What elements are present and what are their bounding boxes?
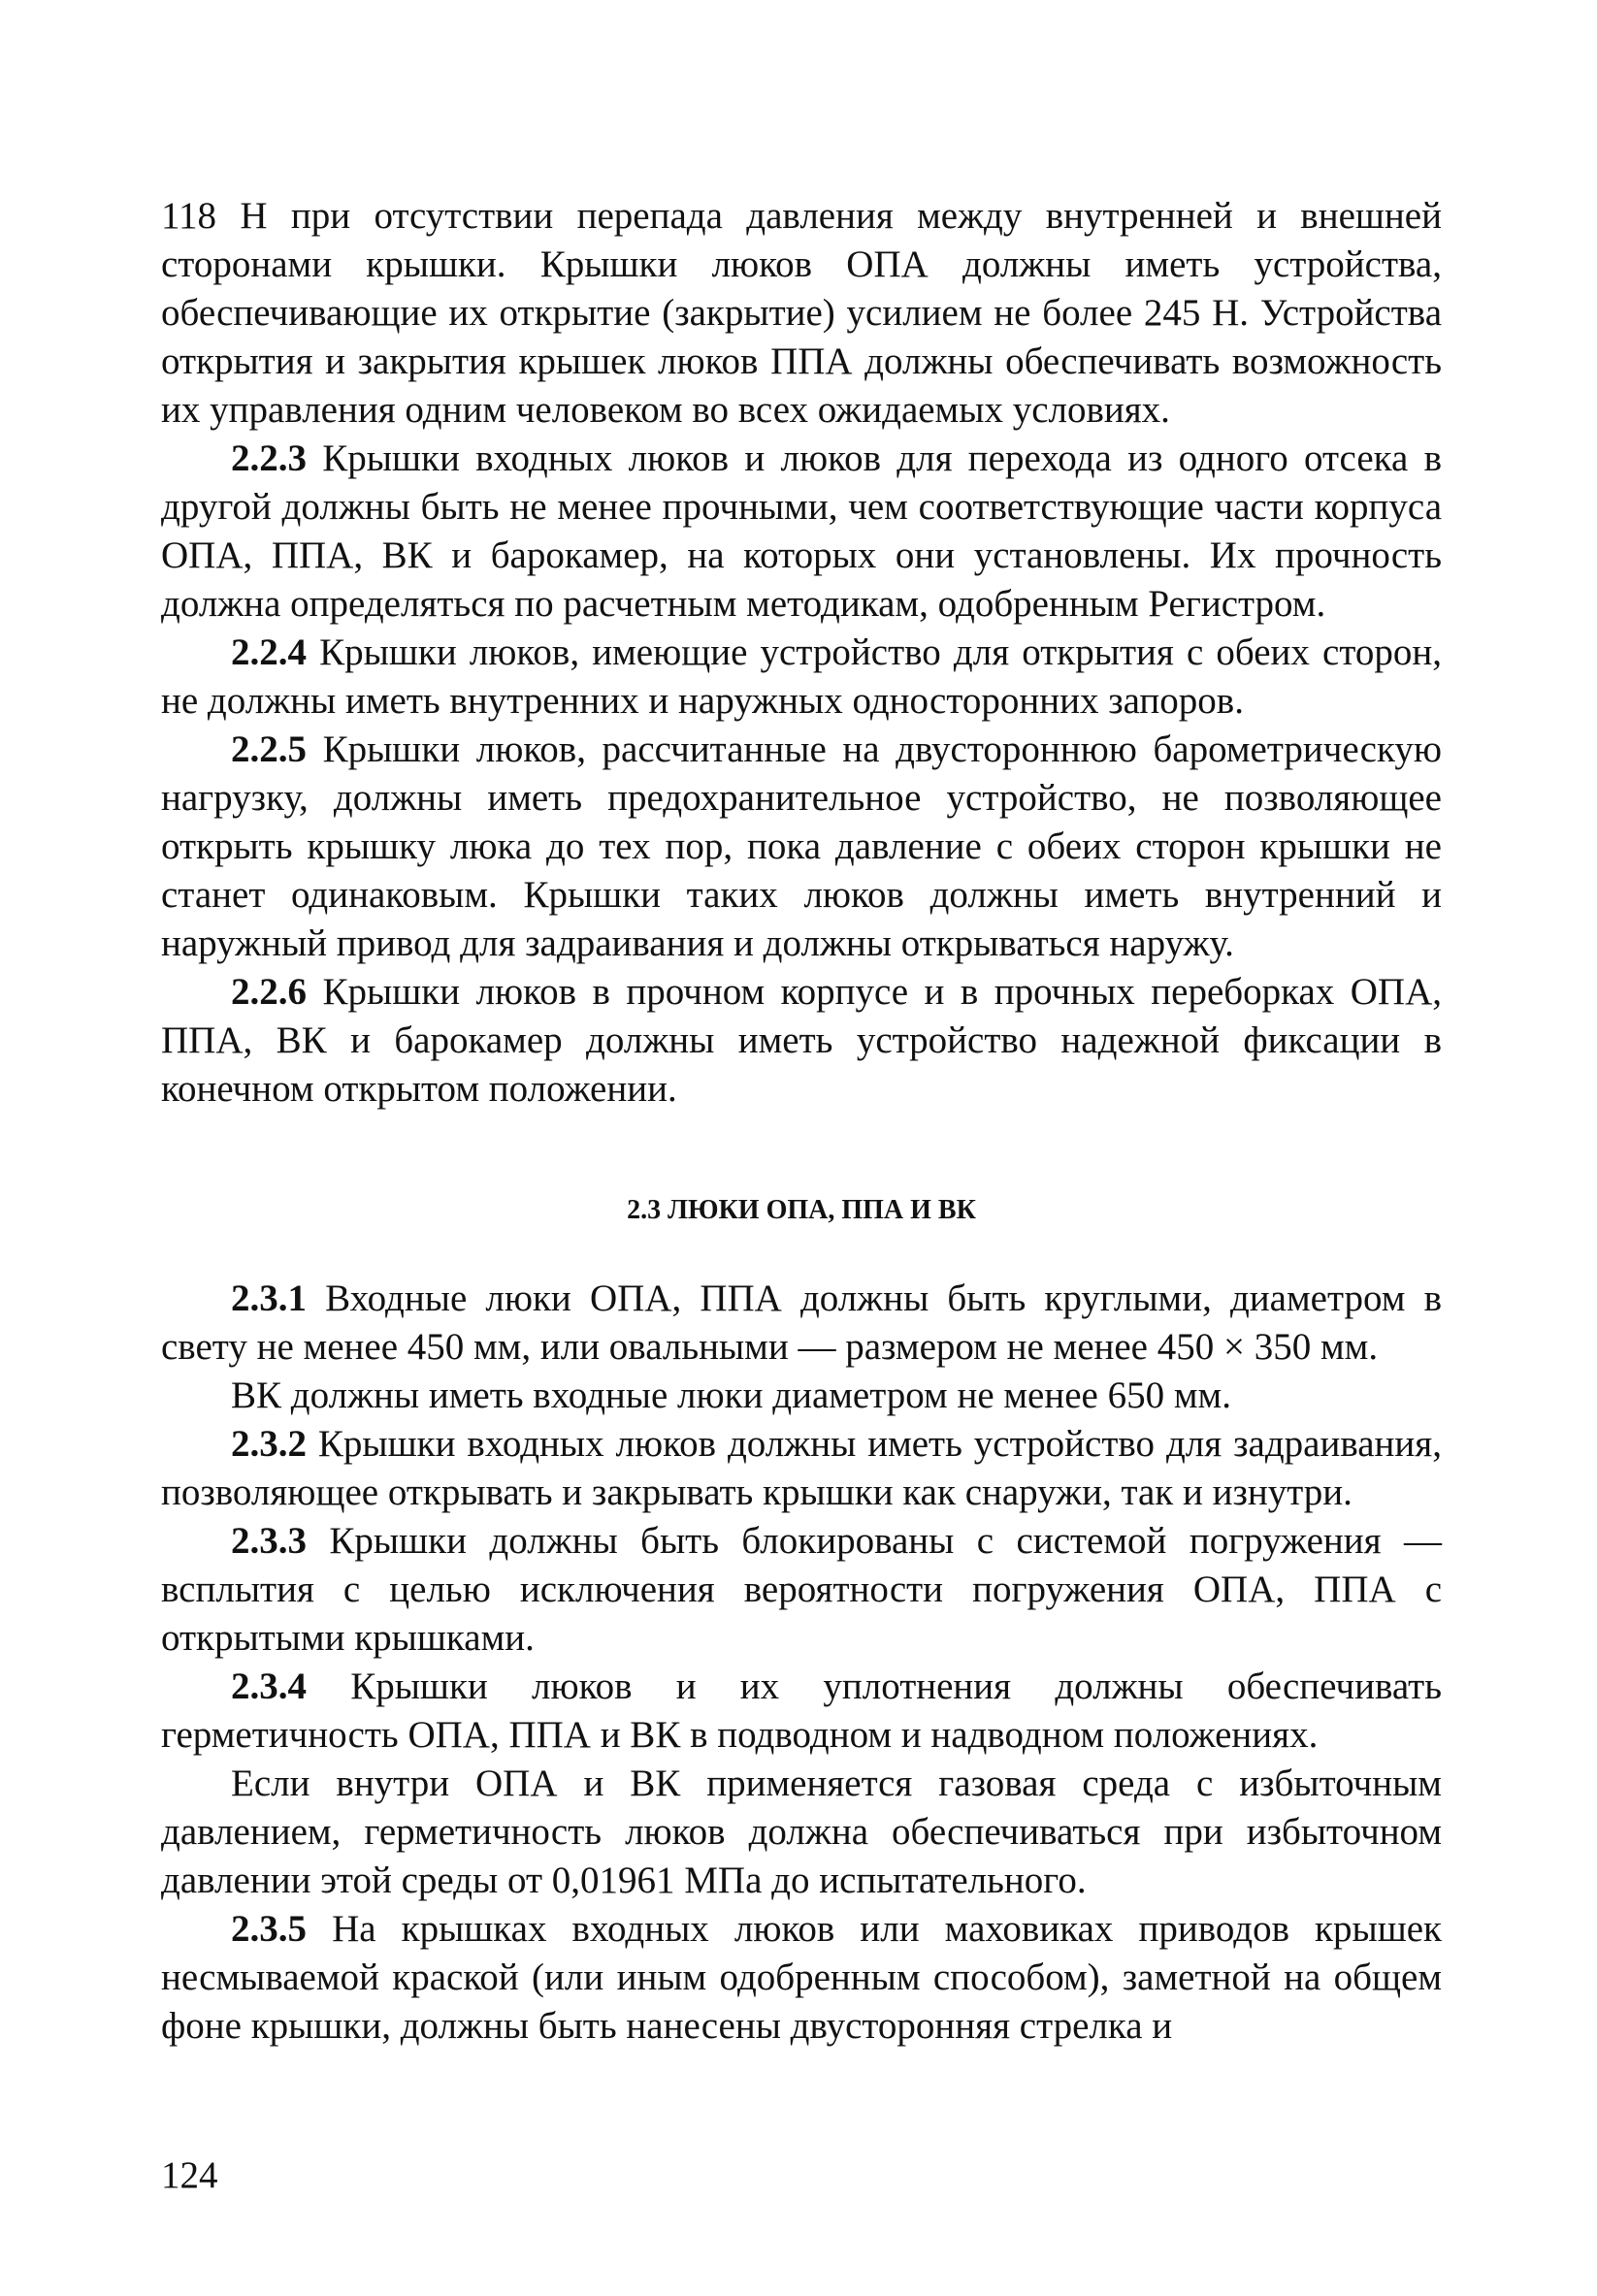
paragraph-continuation: [161, 192, 1442, 435]
section-heading: 2.3 ЛЮКИ ОПА, ППА И ВК: [627, 1195, 976, 1225]
clause-number: 2.2.5: [231, 728, 307, 770]
paragraph-text: Крышки люков и их уплотнения должны обеспечивать герметичность ОПА, ППА и ВК в подводном и надводном положениях.: [161, 1665, 1442, 1756]
paragraph-text: На крышках входных люков или маховиках приводов крышек несмываемой краской (или иным одобренным способом), заметной на общем фоне крышки, должны быть нанесены двусторонняя стрелка и: [161, 1908, 1442, 2047]
paragraph-text: Входные люки ОПА, ППА должны быть круглыми, диаметром в свету не менее 450 мм, или овальными — размером не менее 450 × 350 мм.: [161, 1277, 1442, 1368]
paragraph-text: Крышки люков, рассчитанные на двустороннюю барометрическую нагрузку, должны иметь предохранительное устройство, не позволяющее открыть крышку люка до тех пор, пока давление с обеих сторон крышки не станет одинаковым. Крышки таких люков должны иметь внутренний и наружный привод для задраивания и должны открываться наружу.: [161, 728, 1442, 964]
paragraph-text: Крышки должны быть блокированы с системой погружения — всплытия с целью исключения вероятности погружения ОПА, ППА с открытыми крышками.: [161, 1520, 1442, 1659]
paragraph-2-2-6: [161, 968, 1442, 1114]
paragraph-text: Если внутри ОПА и ВК применяется газовая среда с избыточным давлением, герметичность люков должна обеспечиваться при избыточном давлении этой среды от 0,01961 МПа до испытательного.: [161, 1762, 1442, 1901]
clause-number: 2.3.5: [231, 1908, 307, 1950]
clause-number: 2.3.2: [231, 1423, 307, 1465]
document-page: [161, 192, 1442, 2051]
paragraph-text: 118 Н при отсутствии перепада давления между внутренней и внешней сторонами крышки. Крышки люков ОПА должны иметь устройства, обеспечивающие их открытие (закрытие) усилием не более 245 Н. Устройства открытия и закрытия крышек люков ППА должны обеспечивать возможность их управления одним человеком во всех ожидаемых условиях.: [161, 195, 1442, 431]
page-number: 124: [161, 2154, 218, 2196]
paragraph-2-3-2: [161, 1420, 1442, 1517]
clause-number: 2.2.3: [231, 437, 307, 479]
clause-number: 2.2.6: [231, 971, 307, 1013]
paragraph-2-2-5: [161, 726, 1442, 968]
paragraph-2-3-4: [161, 1663, 1442, 1760]
paragraph-2-3-5: [161, 1905, 1442, 2051]
paragraph-vk-hatches: [161, 1372, 1442, 1420]
paragraph-text: Крышки люков в прочном корпусе и в прочных переборках ОПА, ППА, ВК и барокамер должны иметь устройство надежной фиксации в конечном открытом положении.: [161, 971, 1442, 1110]
paragraph-2-3-3: [161, 1517, 1442, 1663]
paragraph-2-2-4: [161, 629, 1442, 726]
paragraph-gas-environment: [161, 1760, 1442, 1905]
paragraph-text: Крышки входных люков должны иметь устройство для задраивания, позволяющее открывать и закрывать крышки как снаружи, так и изнутри.: [161, 1423, 1442, 1513]
clause-number: 2.3.3: [231, 1520, 307, 1562]
paragraph-2-2-3: [161, 435, 1442, 629]
clause-number: 2.3.1: [231, 1277, 307, 1319]
paragraph-text: Крышки входных люков и люков для перехода из одного отсека в другой должны быть не менее прочными, чем соответствующие части корпуса ОПА, ППА, ВК и барокамер, на которых они установлены. Их прочность должна определяться по расчетным методикам, одобренным Регистром.: [161, 437, 1442, 625]
paragraph-text: ВК должны иметь входные люки диаметром не менее 650 мм.: [231, 1374, 1231, 1416]
clause-number: 2.2.4: [231, 631, 307, 673]
clause-number: 2.3.4: [231, 1665, 307, 1707]
paragraph-text: Крышки люков, имеющие устройство для открытия с обеих сторон, не должны иметь внутренних и наружных односторонних запоров.: [161, 631, 1442, 722]
paragraph-2-3-1: [161, 1275, 1442, 1372]
